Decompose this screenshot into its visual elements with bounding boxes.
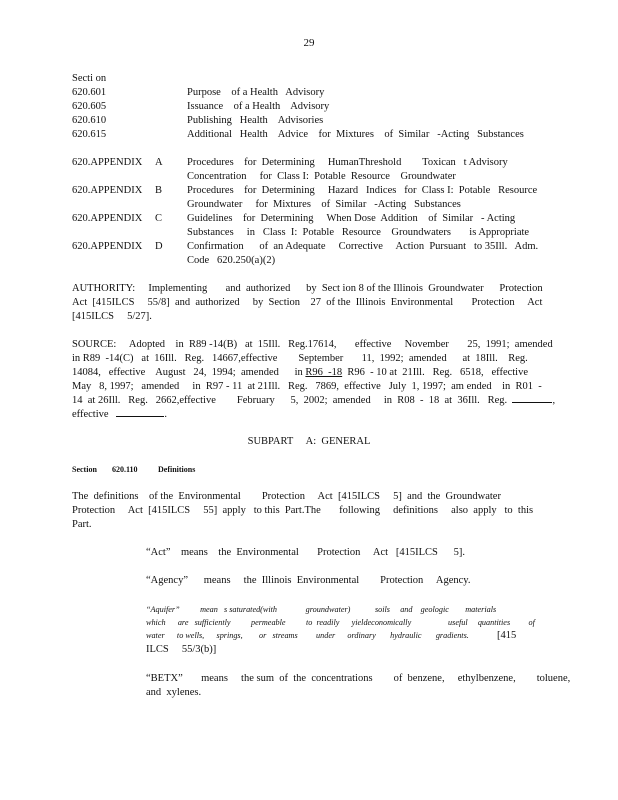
toc-section-title: Issuance of a Health Advisory [187, 101, 330, 112]
section-label: Section [72, 465, 97, 474]
toc-appendix-title-line: Concentration for Class I: Potable Resource Groundwater [187, 171, 456, 182]
aquifer-citation: ILCS 55/3(b)] [146, 644, 217, 655]
aquifer-citation: [415 [497, 630, 517, 641]
source-line: 14 at 26Ill. Reg. 2662,effective February 5, 2002; amended in R08 - 18 at 36Ill. Reg. , [72, 395, 556, 406]
toc-section-title: Purpose of a Health Advisory [187, 87, 325, 98]
intro-line: Protection Act [415ILCS 55] apply to this Part.The following definitions also apply to this [72, 505, 534, 516]
blank-line [116, 416, 164, 417]
source-line: May 8, 1997; amended in R97 - 11 at 21Ill. Reg. 7869, effective July 1, 1997; am ended in R01 - [72, 381, 542, 392]
toc-section-number: 620.615 [72, 129, 107, 140]
toc-header: Secti on [72, 73, 107, 84]
toc-section-number: 620.605 [72, 101, 107, 112]
source-line [72, 366, 532, 380]
toc-appendix-number: 620.APPENDIX [72, 157, 143, 168]
toc-appendix-letter: D [155, 241, 163, 252]
source-text: 14 at 26Ill. Reg. 2662,effective February 5, 2002; amended in R08 - 18 at 36Ill. Reg. [72, 395, 508, 406]
toc-appendix-number: 620.APPENDIX [72, 185, 143, 196]
toc-appendix-title-line: Procedures for Determining Hazard Indices for Class I: Potable Resource [187, 185, 538, 196]
page-number: 29 [303, 37, 315, 49]
toc-appendix-title-line: Confirmation of an Adequate Corrective Action Pursuant to 35Ill. Adm. [187, 241, 539, 252]
definition-betx-line: and xylenes. [146, 687, 202, 698]
toc-section-title: Publishing Health Advisories [187, 115, 324, 126]
toc-appendix-letter: A [155, 157, 163, 168]
docket-reference: R96 -18 [305, 367, 343, 378]
toc-appendix-number: 620.APPENDIX [72, 213, 143, 224]
definition-aquifer-line: which are sufficiently permeable to readily yieldeconomically useful quantities of [146, 618, 535, 627]
section-number: 620.110 [112, 465, 138, 474]
source-text: R96 - 10 at 21Ill. Reg. 6518, effective [342, 367, 529, 378]
subpart-heading: SUBPART A: GENERAL [247, 436, 371, 447]
toc-appendix-letter: B [155, 185, 163, 196]
toc-appendix-title-line: Procedures for Determining HumanThreshold Toxican t Advisory [187, 157, 508, 168]
source-line: in R89 -14(C) at 16Ill. Reg. 14667,effective September 11, 1992; amended at 18Ill. Reg. [72, 353, 528, 364]
toc-appendix-number: 620.APPENDIX [72, 241, 143, 252]
definition-agency: “Agency” means the Illinois Environmental Protection Agency. [146, 575, 471, 586]
definition-aquifer-line: “Aquifer” mean s saturated(with groundwater) soils and geologic materials [146, 605, 497, 614]
toc-appendix-title-line: Guidelines for Determining When Dose Addition of Similar - Acting [187, 213, 516, 224]
definition-act: “Act” means the Environmental Protection Act [415ILCS 5]. [146, 547, 466, 558]
intro-line: Part. [72, 519, 92, 530]
toc-appendix-title-line: Substances in Class I: Potable Resource Groundwaters is Appropriate [187, 227, 530, 238]
toc-section-number: 620.601 [72, 87, 107, 98]
source-text: effective [72, 409, 109, 420]
source-line: effective . [72, 409, 168, 420]
definition-betx-line: “BETX” means the sum of the concentrations of benzene, ethylbenzene, toluene, [146, 673, 571, 684]
authority-line: Act [415ILCS 55/8] and authorized by Section 27 of the Illinois Environmental Protection Act [72, 297, 543, 308]
source-text: 14084, effective August 24, 1994; amended in [72, 367, 306, 378]
toc-appendix-title-line: Groundwater for Mixtures of Similar -Acting Substances [187, 199, 461, 210]
definition-aquifer-line: water to wells, springs, or streams under ordinary hydraulic gradients. [146, 631, 469, 640]
toc-appendix-letter: C [155, 213, 163, 224]
authority-line: [415ILCS 5/27]. [72, 311, 152, 322]
authority-line: AUTHORITY: Implementing and authorized by Sect ion 8 of the Illinois Groundwater Protection [72, 283, 543, 294]
blank-line [512, 402, 552, 403]
toc-appendix-title-line: Code 620.250(a)(2) [187, 255, 276, 266]
section-title: Definitions [158, 465, 196, 474]
source-line: SOURCE: Adopted in R89 -14(B) at 15Ill. Reg.17614, effective November 25, 1991; amended [72, 339, 553, 350]
toc-section-title: Additional Health Advice for Mixtures of Similar -Acting Substances [187, 129, 524, 140]
toc-section-number: 620.610 [72, 115, 107, 126]
intro-line: The definitions of the Environmental Protection Act [415ILCS 5] and the Groundwater [72, 491, 501, 502]
